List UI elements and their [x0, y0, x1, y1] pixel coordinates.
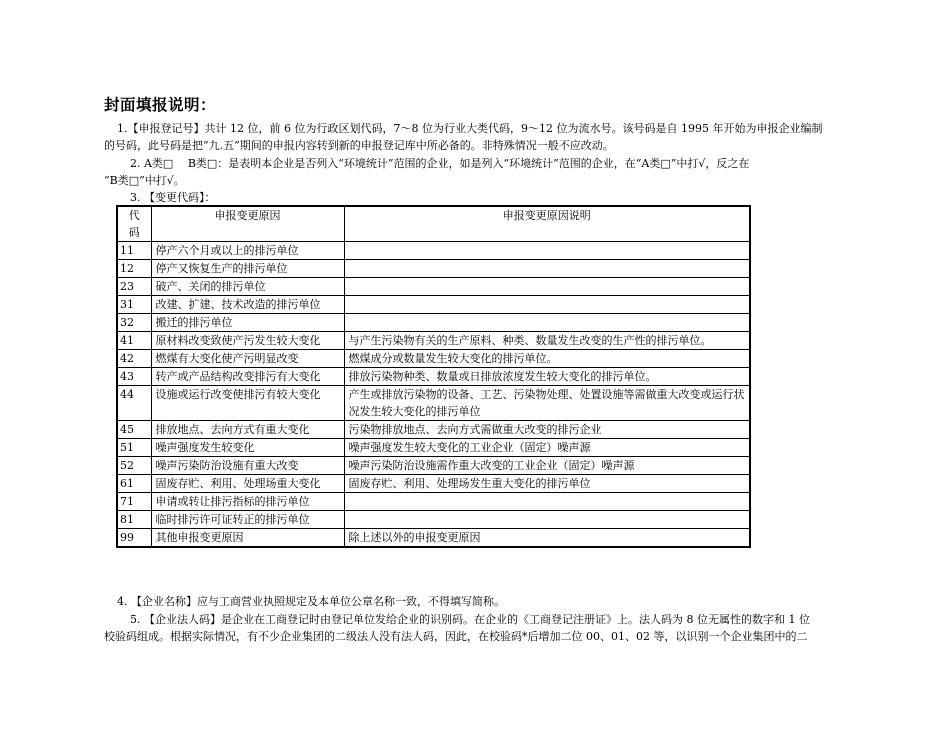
- cell-reason: 固废存贮、利用、处理场重大变化: [151, 475, 344, 493]
- para-4: 4. 【企业名称】应与工商营业执照规定及本单位公章名称一致，不得填写简称。: [117, 595, 505, 608]
- cell-note: 噪声污染防治设施需作重大改变的工业企业（固定）噪声源: [344, 457, 750, 475]
- table-row: [117, 242, 750, 260]
- cell-reason: 原材料改变致使产污发生较大变化: [151, 332, 344, 350]
- cell-reason: 搬迁的排污单位: [151, 314, 344, 332]
- cell-reason: 停产六个月或以上的排污单位: [151, 242, 344, 260]
- para-2-line-1: 2. A类□ B类□：是表明本企业是否列入“环境统计”范围的企业，如是列入“环境统计”范围的企业，在“A类□”中打√，反之在: [130, 157, 750, 170]
- header-note: 申报变更原因说明: [344, 206, 750, 242]
- table-row: [117, 386, 750, 421]
- cell-note: 除上述以外的申报变更原因: [344, 529, 750, 548]
- cell-code: 61: [117, 475, 151, 493]
- cell-reason: 转产或产品结构改变排污有大变化: [151, 368, 344, 386]
- cell-code: 99: [117, 529, 151, 548]
- table-row: [117, 368, 750, 386]
- cell-note: [344, 511, 750, 529]
- cell-note: [344, 493, 750, 511]
- cell-note: 污染物排放地点、去向方式需做重大改变的排污企业: [344, 421, 750, 439]
- cell-code: 32: [117, 314, 151, 332]
- header-reason: 申报变更原因: [151, 206, 344, 242]
- cell-code: 41: [117, 332, 151, 350]
- para-1-line-1: 1.【申报登记号】共计 12 位，前 6 位为行政区划代码，7～8 位为行业大类代码，9～12 位为流水号。该号码是自 1995 年开始为申报企业编制: [117, 122, 823, 135]
- table-row: [117, 278, 750, 296]
- cell-code: 52: [117, 457, 151, 475]
- table-row: [117, 493, 750, 511]
- para-5-line-2: 校验码组成。根据实际情况，有不少企业集团的二级法人没有法人码，因此，在校验码*后增加二位 00、01、02 等，以识别一个企业集团中的二: [104, 630, 808, 643]
- table-row: [117, 475, 750, 493]
- cell-code: 43: [117, 368, 151, 386]
- cell-code: 71: [117, 493, 151, 511]
- cell-note: 噪声强度发生较大变化的工业企业（固定）噪声源: [344, 439, 750, 457]
- cell-code: 23: [117, 278, 151, 296]
- cell-reason: 改建、扩建、技术改造的排污单位: [151, 296, 344, 314]
- cell-reason: 设施或运行改变使排污有较大变化: [151, 386, 344, 421]
- cell-code: 51: [117, 439, 151, 457]
- cell-note: [344, 260, 750, 278]
- cell-reason: 临时排污许可证转正的排污单位: [151, 511, 344, 529]
- cell-note: 产生或排放污染物的设备、工艺、污染物处理、处置设施等需做重大改变或运行状况发生较大变化的排污单位: [344, 386, 750, 421]
- para-3: 3. 【变更代码】：: [130, 191, 216, 204]
- cell-code: 81: [117, 511, 151, 529]
- cell-code: 45: [117, 421, 151, 439]
- table-row: [117, 260, 750, 278]
- header-code: 代码: [117, 206, 151, 242]
- table-row: [117, 350, 750, 368]
- cell-note: 燃煤成分或数量发生较大变化的排污单位。: [344, 350, 750, 368]
- cell-code: 11: [117, 242, 151, 260]
- cell-code: 12: [117, 260, 151, 278]
- change-code-table: [116, 205, 751, 548]
- cell-note: 排放污染物种类、数量或日排放浓度发生较大变化的排污单位。: [344, 368, 750, 386]
- cell-note: 固废存贮、利用、处理场发生重大变化的排污单位: [344, 475, 750, 493]
- cell-reason: 噪声强度发生较变化: [151, 439, 344, 457]
- table-row: [117, 421, 750, 439]
- para-5-line-1: 5. 【企业法人码】是企业在工商登记时由登记单位发给企业的识别码。在企业的《工商登记注册证》上。法人码为 8 位无属性的数字和 1 位: [130, 613, 810, 626]
- para-2-line-2: “B类□”中打√。: [104, 174, 185, 187]
- cell-code: 31: [117, 296, 151, 314]
- cell-note: [344, 296, 750, 314]
- table-row: [117, 296, 750, 314]
- cell-code: 44: [117, 386, 151, 421]
- cell-reason: 停产又恢复生产的排污单位: [151, 260, 344, 278]
- table-row: [117, 529, 750, 548]
- cell-note: 与产生污染物有关的生产原料、种类、数量发生改变的生产性的排污单位。: [344, 332, 750, 350]
- table-row: [117, 457, 750, 475]
- table-row: [117, 314, 750, 332]
- cell-reason: 破产、关闭的排污单位: [151, 278, 344, 296]
- table-row: [117, 439, 750, 457]
- cell-note: [344, 242, 750, 260]
- table-row: [117, 511, 750, 529]
- table-header-row: [117, 206, 750, 242]
- cell-reason: 噪声污染防治设施有重大改变: [151, 457, 344, 475]
- page-title: 封面填报说明：: [104, 96, 217, 114]
- cell-note: [344, 314, 750, 332]
- cell-code: 42: [117, 350, 151, 368]
- para-1-line-2: 的号码，此号码是把“九.五”期间的申报内容转到新的申报登记库中所必备的。非特殊情况一般不应改动。: [104, 139, 614, 152]
- table-row: [117, 332, 750, 350]
- cell-reason: 申请或转让排污指标的排污单位: [151, 493, 344, 511]
- cell-note: [344, 278, 750, 296]
- cell-reason: 其他申报变更原因: [151, 529, 344, 548]
- cell-reason: 排放地点、去向方式有重大变化: [151, 421, 344, 439]
- cell-reason: 燃煤有大变化使产污明显改变: [151, 350, 344, 368]
